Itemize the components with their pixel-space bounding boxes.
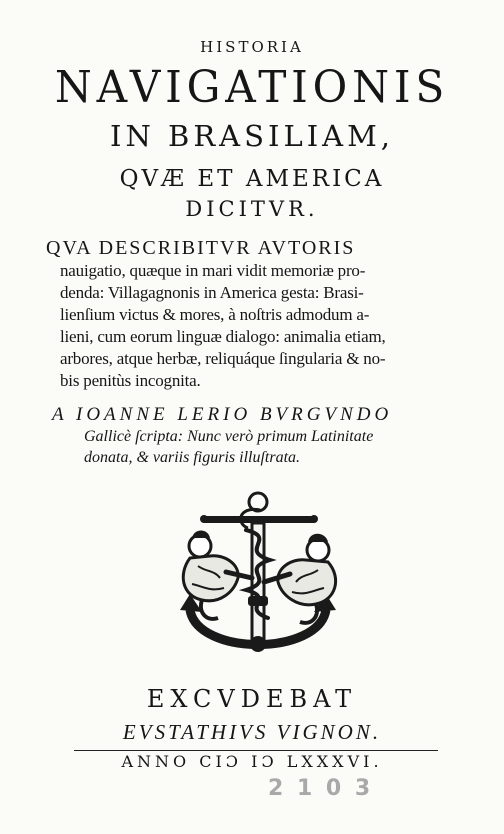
description-line: bis penitùs incognita.: [60, 371, 201, 390]
description-line: lieni, cum eorum linguæ dialogo: animalia etiam,: [60, 327, 386, 346]
description-line: lienſium victus & mores, à noſtris admodum a-: [60, 305, 370, 324]
description-line: nauigatio, quæque in mari vidit memoriæ pro-: [60, 261, 366, 280]
author-name: A IOANNE LERIO BVRGVNDO: [52, 404, 393, 425]
author-block: [52, 404, 482, 468]
description-line: denda: Villagagnonis in America gesta: Brasi-: [60, 283, 364, 302]
imprint-excudebat: EXCVDEBAT: [146, 685, 358, 713]
imprint-rule: [74, 750, 438, 751]
title-line-navigationis: NAVIGATIONIS: [54, 62, 450, 113]
author-note-line: Gallicè ſcripta: Nunc verò primum Latinitate: [84, 428, 374, 445]
library-stamp-number: 2 1 0 3: [268, 776, 374, 801]
printers-device-anchor-emblem: [168, 488, 348, 673]
imprint-year: ANNO CIƆ IƆ LXXXVI.: [121, 752, 383, 771]
author-note-line: donata, & variis figuris illuſtrata.: [84, 449, 301, 466]
title-line-dicitur: DICITVR.: [185, 197, 319, 221]
title-line-in-brasiliam: IN BRASILIAM,: [109, 119, 395, 153]
description-block: [46, 237, 470, 392]
imprint-printer-name: EVSTATHIVS VIGNON.: [122, 720, 382, 744]
description-line: arbores, atque herbæ, reliquáque ſingularia & no-: [60, 349, 386, 368]
description-heading: QVA DESCRIBITVR AVTORIS: [46, 237, 356, 259]
title-line-quae-et-america: QVÆ ET AMERICA: [119, 166, 385, 192]
title-line-historia: HISTORIA: [200, 38, 304, 56]
